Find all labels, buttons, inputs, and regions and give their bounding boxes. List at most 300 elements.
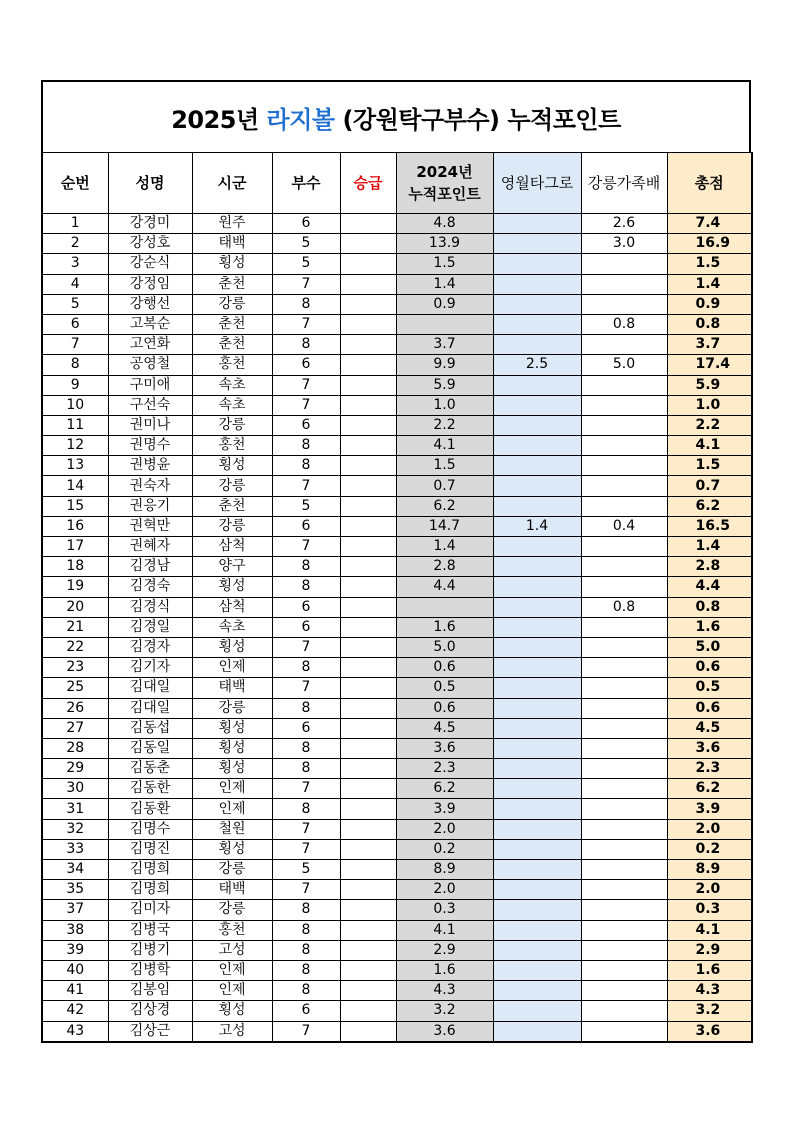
cell-yeongwol bbox=[493, 779, 581, 799]
cell-rank: 6 bbox=[272, 516, 340, 536]
cell-total: 3.7 bbox=[667, 335, 752, 355]
cell-rank: 6 bbox=[272, 617, 340, 637]
cell-rank: 8 bbox=[272, 577, 340, 597]
cell-gangneung bbox=[581, 759, 667, 779]
cell-city: 춘천 bbox=[192, 274, 272, 294]
cell-rank: 7 bbox=[272, 880, 340, 900]
cell-total: 5.9 bbox=[667, 375, 752, 395]
table-row bbox=[42, 415, 752, 435]
cell-name: 김봉임 bbox=[108, 981, 192, 1001]
cell-yeongwol bbox=[493, 557, 581, 577]
cell-city: 인제 bbox=[192, 960, 272, 980]
cell-yeongwol bbox=[493, 597, 581, 617]
cell-prev-points bbox=[396, 314, 493, 334]
cell-total: 1.5 bbox=[667, 254, 752, 274]
table-row bbox=[42, 799, 752, 819]
cell-name: 김명희 bbox=[108, 860, 192, 880]
cell-yeongwol bbox=[493, 940, 581, 960]
cell-gangneung bbox=[581, 617, 667, 637]
cell-total: 2.2 bbox=[667, 415, 752, 435]
cell-total: 4.4 bbox=[667, 577, 752, 597]
cell-no: 19 bbox=[42, 577, 108, 597]
cell-no: 35 bbox=[42, 880, 108, 900]
cell-total: 1.5 bbox=[667, 456, 752, 476]
cell-gangneung bbox=[581, 476, 667, 496]
table-row bbox=[42, 920, 752, 940]
cell-rank: 7 bbox=[272, 375, 340, 395]
cell-city: 강릉 bbox=[192, 415, 272, 435]
cell-no: 34 bbox=[42, 860, 108, 880]
cell-name: 김경자 bbox=[108, 637, 192, 657]
table-row bbox=[42, 597, 752, 617]
cell-rank: 8 bbox=[272, 960, 340, 980]
cell-gangneung bbox=[581, 920, 667, 940]
cell-prev-points: 0.3 bbox=[396, 900, 493, 920]
cell-promo bbox=[340, 940, 396, 960]
cell-no: 9 bbox=[42, 375, 108, 395]
cell-total: 0.6 bbox=[667, 658, 752, 678]
cell-prev-points: 0.6 bbox=[396, 698, 493, 718]
cell-rank: 6 bbox=[272, 214, 340, 234]
table-row bbox=[42, 577, 752, 597]
cell-total: 0.3 bbox=[667, 900, 752, 920]
cell-yeongwol bbox=[493, 1021, 581, 1042]
cell-total: 2.8 bbox=[667, 557, 752, 577]
cell-no: 30 bbox=[42, 779, 108, 799]
cell-prev-points: 2.0 bbox=[396, 880, 493, 900]
cell-yeongwol bbox=[493, 658, 581, 678]
cell-city: 횡성 bbox=[192, 254, 272, 274]
cell-total: 7.4 bbox=[667, 214, 752, 234]
cell-total: 0.6 bbox=[667, 698, 752, 718]
cell-city: 태백 bbox=[192, 678, 272, 698]
cell-name: 권응기 bbox=[108, 496, 192, 516]
cell-city: 강릉 bbox=[192, 476, 272, 496]
cell-promo bbox=[340, 678, 396, 698]
cell-no: 17 bbox=[42, 537, 108, 557]
cell-total: 0.7 bbox=[667, 476, 752, 496]
table-row bbox=[42, 1001, 752, 1021]
cell-yeongwol bbox=[493, 637, 581, 657]
cell-total: 16.5 bbox=[667, 516, 752, 536]
cell-total: 2.0 bbox=[667, 819, 752, 839]
cell-city: 삼척 bbox=[192, 597, 272, 617]
cell-yeongwol bbox=[493, 617, 581, 637]
cell-rank: 8 bbox=[272, 799, 340, 819]
cell-yeongwol bbox=[493, 537, 581, 557]
cell-name: 김상경 bbox=[108, 1001, 192, 1021]
cell-city: 횡성 bbox=[192, 1001, 272, 1021]
cell-gangneung bbox=[581, 436, 667, 456]
cell-prev-points: 1.4 bbox=[396, 537, 493, 557]
cell-city: 삼척 bbox=[192, 537, 272, 557]
table-row bbox=[42, 759, 752, 779]
cell-promo bbox=[340, 738, 396, 758]
cell-rank: 8 bbox=[272, 335, 340, 355]
cell-prev-points: 1.5 bbox=[396, 456, 493, 476]
cell-rank: 5 bbox=[272, 860, 340, 880]
cell-promo bbox=[340, 960, 396, 980]
cell-promo bbox=[340, 779, 396, 799]
cell-rank: 6 bbox=[272, 1001, 340, 1021]
cell-name: 권혜자 bbox=[108, 537, 192, 557]
cell-yeongwol: 1.4 bbox=[493, 516, 581, 536]
cell-prev-points: 0.6 bbox=[396, 658, 493, 678]
cell-gangneung bbox=[581, 577, 667, 597]
header-yeongwol: 영월타그로 bbox=[493, 153, 581, 214]
cell-prev-points: 4.5 bbox=[396, 718, 493, 738]
cell-yeongwol bbox=[493, 678, 581, 698]
cell-gangneung: 0.4 bbox=[581, 516, 667, 536]
cell-no: 21 bbox=[42, 617, 108, 637]
cell-promo bbox=[340, 476, 396, 496]
cell-rank: 7 bbox=[272, 779, 340, 799]
cell-yeongwol bbox=[493, 839, 581, 859]
cell-total: 4.1 bbox=[667, 920, 752, 940]
cell-yeongwol bbox=[493, 738, 581, 758]
cell-promo bbox=[340, 1001, 396, 1021]
table-body bbox=[42, 214, 752, 1042]
cell-gangneung bbox=[581, 698, 667, 718]
cell-prev-points: 0.2 bbox=[396, 839, 493, 859]
cell-total: 1.4 bbox=[667, 274, 752, 294]
cell-gangneung bbox=[581, 456, 667, 476]
cell-gangneung bbox=[581, 960, 667, 980]
cell-no: 5 bbox=[42, 294, 108, 314]
cell-gangneung bbox=[581, 718, 667, 738]
cell-city: 태백 bbox=[192, 234, 272, 254]
cell-no: 7 bbox=[42, 335, 108, 355]
cell-gangneung: 0.8 bbox=[581, 597, 667, 617]
cell-prev-points: 2.9 bbox=[396, 940, 493, 960]
cell-gangneung bbox=[581, 637, 667, 657]
cell-yeongwol bbox=[493, 718, 581, 738]
cell-no: 26 bbox=[42, 698, 108, 718]
table-row bbox=[42, 819, 752, 839]
cell-no: 27 bbox=[42, 718, 108, 738]
cell-yeongwol bbox=[493, 314, 581, 334]
table-row bbox=[42, 617, 752, 637]
cell-name: 강성호 bbox=[108, 234, 192, 254]
table-row bbox=[42, 779, 752, 799]
cell-yeongwol bbox=[493, 880, 581, 900]
cell-prev-points: 4.4 bbox=[396, 577, 493, 597]
points-table bbox=[41, 152, 753, 1043]
cell-prev-points: 3.7 bbox=[396, 335, 493, 355]
table-row bbox=[42, 960, 752, 980]
header-no: 순번 bbox=[42, 153, 108, 214]
cell-name: 김미자 bbox=[108, 900, 192, 920]
table-row bbox=[42, 940, 752, 960]
cell-name: 김동춘 bbox=[108, 759, 192, 779]
cell-yeongwol bbox=[493, 395, 581, 415]
cell-gangneung: 5.0 bbox=[581, 355, 667, 375]
cell-no: 2 bbox=[42, 234, 108, 254]
cell-total: 1.6 bbox=[667, 617, 752, 637]
cell-promo bbox=[340, 335, 396, 355]
cell-no: 32 bbox=[42, 819, 108, 839]
cell-total: 6.2 bbox=[667, 779, 752, 799]
cell-no: 14 bbox=[42, 476, 108, 496]
cell-total: 0.2 bbox=[667, 839, 752, 859]
cell-prev-points: 3.2 bbox=[396, 1001, 493, 1021]
cell-no: 38 bbox=[42, 920, 108, 940]
cell-total: 2.9 bbox=[667, 940, 752, 960]
cell-gangneung bbox=[581, 799, 667, 819]
cell-name: 권병윤 bbox=[108, 456, 192, 476]
cell-no: 22 bbox=[42, 637, 108, 657]
header-gangneung: 강릉가족배 bbox=[581, 153, 667, 214]
cell-city: 강릉 bbox=[192, 860, 272, 880]
cell-promo bbox=[340, 658, 396, 678]
cell-city: 홍천 bbox=[192, 436, 272, 456]
table-row bbox=[42, 375, 752, 395]
cell-name: 권숙자 bbox=[108, 476, 192, 496]
cell-name: 김경남 bbox=[108, 557, 192, 577]
table-row bbox=[42, 637, 752, 657]
title-prefix: 2025년 bbox=[171, 105, 267, 134]
table-row bbox=[42, 496, 752, 516]
cell-city: 고성 bbox=[192, 1021, 272, 1042]
cell-total: 0.8 bbox=[667, 597, 752, 617]
table-row bbox=[42, 738, 752, 758]
cell-gangneung bbox=[581, 496, 667, 516]
cell-name: 구미애 bbox=[108, 375, 192, 395]
cell-gangneung bbox=[581, 678, 667, 698]
header-city: 시군 bbox=[192, 153, 272, 214]
cell-city: 강릉 bbox=[192, 900, 272, 920]
cell-rank: 6 bbox=[272, 597, 340, 617]
table-row bbox=[42, 658, 752, 678]
cell-rank: 8 bbox=[272, 294, 340, 314]
cell-promo bbox=[340, 920, 396, 940]
cell-prev-points: 0.9 bbox=[396, 294, 493, 314]
table-row bbox=[42, 234, 752, 254]
cell-gangneung bbox=[581, 1021, 667, 1042]
cell-promo bbox=[340, 900, 396, 920]
cell-city: 철원 bbox=[192, 819, 272, 839]
cell-yeongwol bbox=[493, 799, 581, 819]
cell-gangneung bbox=[581, 658, 667, 678]
cell-rank: 7 bbox=[272, 274, 340, 294]
cell-total: 0.8 bbox=[667, 314, 752, 334]
cell-name: 고복순 bbox=[108, 314, 192, 334]
cell-yeongwol bbox=[493, 496, 581, 516]
title-highlight: 라지볼 bbox=[266, 105, 335, 134]
table-row bbox=[42, 860, 752, 880]
cell-no: 39 bbox=[42, 940, 108, 960]
cell-prev-points: 5.9 bbox=[396, 375, 493, 395]
cell-gangneung bbox=[581, 940, 667, 960]
header-name: 성명 bbox=[108, 153, 192, 214]
cell-gangneung bbox=[581, 860, 667, 880]
cell-total: 16.9 bbox=[667, 234, 752, 254]
cell-total: 4.3 bbox=[667, 981, 752, 1001]
cell-gangneung bbox=[581, 779, 667, 799]
cell-city: 횡성 bbox=[192, 456, 272, 476]
cell-yeongwol: 2.5 bbox=[493, 355, 581, 375]
header-rank: 부수 bbox=[272, 153, 340, 214]
cell-no: 10 bbox=[42, 395, 108, 415]
cell-promo bbox=[340, 456, 396, 476]
cell-promo bbox=[340, 1021, 396, 1042]
table-row bbox=[42, 698, 752, 718]
cell-rank: 5 bbox=[272, 496, 340, 516]
cell-yeongwol bbox=[493, 294, 581, 314]
cell-city: 양구 bbox=[192, 557, 272, 577]
cell-gangneung bbox=[581, 415, 667, 435]
cell-promo bbox=[340, 577, 396, 597]
table-row bbox=[42, 395, 752, 415]
cell-name: 김병기 bbox=[108, 940, 192, 960]
cell-city: 춘천 bbox=[192, 496, 272, 516]
cell-yeongwol bbox=[493, 476, 581, 496]
cell-name: 권미나 bbox=[108, 415, 192, 435]
cell-rank: 5 bbox=[272, 254, 340, 274]
cell-rank: 7 bbox=[272, 678, 340, 698]
table-row bbox=[42, 839, 752, 859]
cell-gangneung bbox=[581, 900, 667, 920]
cell-no: 37 bbox=[42, 900, 108, 920]
cell-name: 김경숙 bbox=[108, 577, 192, 597]
cell-promo bbox=[340, 759, 396, 779]
cell-prev-points: 1.4 bbox=[396, 274, 493, 294]
cell-total: 17.4 bbox=[667, 355, 752, 375]
cell-promo bbox=[340, 395, 396, 415]
cell-prev-points: 6.2 bbox=[396, 779, 493, 799]
cell-name: 김경일 bbox=[108, 617, 192, 637]
cell-rank: 6 bbox=[272, 415, 340, 435]
cell-promo bbox=[340, 234, 396, 254]
cell-promo bbox=[340, 557, 396, 577]
cell-total: 0.5 bbox=[667, 678, 752, 698]
cell-total: 5.0 bbox=[667, 637, 752, 657]
cell-promo bbox=[340, 516, 396, 536]
table-row bbox=[42, 1021, 752, 1042]
cell-yeongwol bbox=[493, 819, 581, 839]
cell-gangneung bbox=[581, 557, 667, 577]
cell-gangneung bbox=[581, 274, 667, 294]
cell-city: 인제 bbox=[192, 779, 272, 799]
cell-yeongwol bbox=[493, 920, 581, 940]
cell-city: 원주 bbox=[192, 214, 272, 234]
cell-gangneung bbox=[581, 1001, 667, 1021]
cell-name: 김명진 bbox=[108, 839, 192, 859]
table-row bbox=[42, 294, 752, 314]
cell-total: 1.6 bbox=[667, 960, 752, 980]
cell-no: 42 bbox=[42, 1001, 108, 1021]
cell-city: 횡성 bbox=[192, 637, 272, 657]
cell-yeongwol bbox=[493, 274, 581, 294]
cell-rank: 7 bbox=[272, 819, 340, 839]
cell-promo bbox=[340, 880, 396, 900]
cell-city: 고성 bbox=[192, 940, 272, 960]
header-total: 총점 bbox=[667, 153, 752, 214]
cell-name: 김대일 bbox=[108, 698, 192, 718]
cell-yeongwol bbox=[493, 234, 581, 254]
cell-prev-points: 3.9 bbox=[396, 799, 493, 819]
cell-city: 속초 bbox=[192, 395, 272, 415]
cell-name: 권혁만 bbox=[108, 516, 192, 536]
cell-rank: 5 bbox=[272, 234, 340, 254]
cell-gangneung bbox=[581, 335, 667, 355]
cell-prev-points: 4.1 bbox=[396, 920, 493, 940]
cell-name: 김상근 bbox=[108, 1021, 192, 1042]
cell-name: 김동한 bbox=[108, 779, 192, 799]
table-row bbox=[42, 314, 752, 334]
cell-promo bbox=[340, 597, 396, 617]
cell-prev-points: 0.7 bbox=[396, 476, 493, 496]
cell-city: 인제 bbox=[192, 981, 272, 1001]
cell-no: 12 bbox=[42, 436, 108, 456]
cell-rank: 6 bbox=[272, 355, 340, 375]
table-row bbox=[42, 436, 752, 456]
cell-no: 41 bbox=[42, 981, 108, 1001]
points-sheet bbox=[41, 80, 751, 1043]
cell-total: 3.6 bbox=[667, 738, 752, 758]
cell-gangneung bbox=[581, 839, 667, 859]
cell-rank: 7 bbox=[272, 637, 340, 657]
cell-name: 김대일 bbox=[108, 678, 192, 698]
cell-city: 강릉 bbox=[192, 294, 272, 314]
cell-yeongwol bbox=[493, 214, 581, 234]
cell-name: 구선숙 bbox=[108, 395, 192, 415]
header-prev-points bbox=[396, 153, 493, 214]
cell-no: 13 bbox=[42, 456, 108, 476]
cell-promo bbox=[340, 274, 396, 294]
cell-promo bbox=[340, 214, 396, 234]
cell-promo bbox=[340, 375, 396, 395]
cell-promo bbox=[340, 637, 396, 657]
cell-no: 4 bbox=[42, 274, 108, 294]
cell-rank: 7 bbox=[272, 476, 340, 496]
cell-rank: 7 bbox=[272, 537, 340, 557]
cell-city: 태백 bbox=[192, 880, 272, 900]
cell-total: 2.0 bbox=[667, 880, 752, 900]
cell-gangneung bbox=[581, 537, 667, 557]
header-prev-line1: 2024년 bbox=[416, 163, 473, 181]
cell-name: 고연화 bbox=[108, 335, 192, 355]
cell-yeongwol bbox=[493, 577, 581, 597]
cell-rank: 8 bbox=[272, 698, 340, 718]
table-row bbox=[42, 537, 752, 557]
cell-gangneung: 0.8 bbox=[581, 314, 667, 334]
cell-city: 인제 bbox=[192, 799, 272, 819]
cell-prev-points: 13.9 bbox=[396, 234, 493, 254]
cell-city: 횡성 bbox=[192, 839, 272, 859]
cell-rank: 7 bbox=[272, 1021, 340, 1042]
cell-no: 15 bbox=[42, 496, 108, 516]
cell-prev-points: 4.3 bbox=[396, 981, 493, 1001]
cell-yeongwol bbox=[493, 375, 581, 395]
cell-name: 김경식 bbox=[108, 597, 192, 617]
table-row bbox=[42, 274, 752, 294]
cell-promo bbox=[340, 294, 396, 314]
table-row bbox=[42, 900, 752, 920]
cell-promo bbox=[340, 254, 396, 274]
cell-gangneung bbox=[581, 294, 667, 314]
cell-no: 25 bbox=[42, 678, 108, 698]
table-row bbox=[42, 254, 752, 274]
cell-yeongwol bbox=[493, 981, 581, 1001]
cell-promo bbox=[340, 819, 396, 839]
cell-total: 2.3 bbox=[667, 759, 752, 779]
cell-yeongwol bbox=[493, 1001, 581, 1021]
cell-promo bbox=[340, 981, 396, 1001]
table-row bbox=[42, 718, 752, 738]
header-prev-line2: 누적포인트 bbox=[408, 185, 481, 203]
cell-no: 11 bbox=[42, 415, 108, 435]
